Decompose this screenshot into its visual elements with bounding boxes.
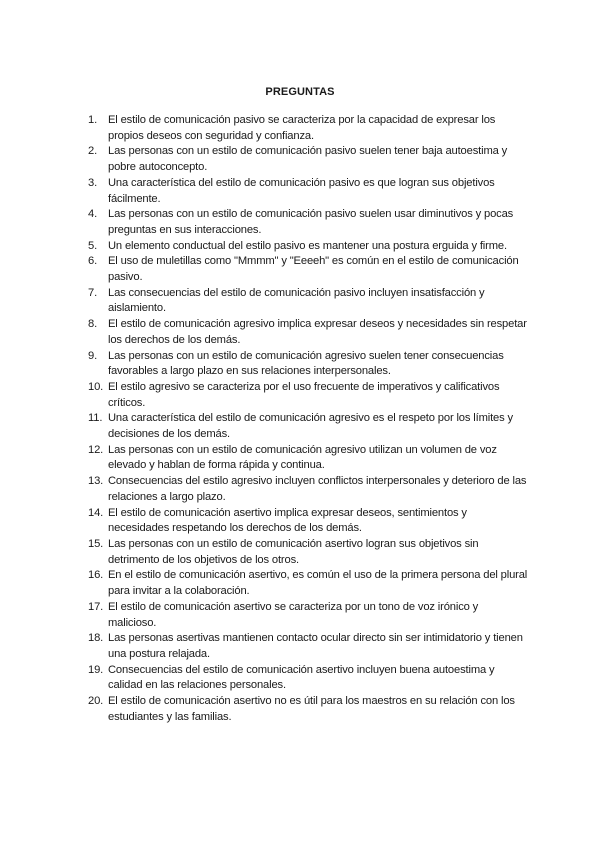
question-text: El estilo de comunicación asertivo implica expresar deseos, sentimientos y necesidades respetando los derechos de los demás. xyxy=(108,506,467,535)
question-number: 17. xyxy=(88,600,104,613)
question-item xyxy=(88,694,528,725)
question-list xyxy=(88,113,528,725)
question-item xyxy=(88,631,528,662)
question-text: Las personas con un estilo de comunicación pasivo suelen tener baja autoestima y pobre autoconcepto. xyxy=(108,145,508,174)
question-text: Consecuencias del estilo agresivo incluyen conflictos interpersonales y deterioro de las relaciones a largo plazo. xyxy=(108,475,527,503)
question-item xyxy=(88,113,528,144)
question-text: Las personas con un estilo de comunicación agresivo suelen tener consecuencias favorables a largo plazo en sus relaciones interpersonales. xyxy=(108,349,504,378)
question-item xyxy=(88,239,528,255)
question-item xyxy=(88,537,528,568)
question-number: 20. xyxy=(88,695,104,708)
question-text: Una característica del estilo de comunicación agresivo es el respeto por los límites y decisiones de los demás. xyxy=(108,412,513,441)
page-title: PREGUNTAS xyxy=(265,86,335,98)
question-item xyxy=(88,286,528,317)
question-item xyxy=(88,443,528,474)
question-item xyxy=(88,144,528,175)
question-text: Las consecuencias del estilo de comunicación pasivo incluyen insatisfacción y aislamiento. xyxy=(108,286,485,315)
question-number: 15. xyxy=(88,537,104,550)
question-number: 7. xyxy=(88,286,98,299)
question-text: El estilo de comunicación asertivo no es útil para los maestros en su relación con los estudiantes y las familias. xyxy=(108,695,515,723)
question-number: 5. xyxy=(88,239,98,252)
question-item xyxy=(88,317,528,348)
question-text: Las personas con un estilo de comunicación asertivo logran sus objetivos sin detrimento de los objetivos de los otros. xyxy=(108,537,479,566)
question-text: El estilo de comunicación asertivo se caracteriza por un tono de voz irónico y malicioso. xyxy=(108,600,479,629)
question-number: 3. xyxy=(88,176,98,189)
question-text: Un elemento conductual del estilo pasivo es mantener una postura erguida y firme. xyxy=(108,239,507,252)
question-number: 16. xyxy=(88,569,104,582)
question-number: 4. xyxy=(88,208,98,221)
question-number: 13. xyxy=(88,475,104,488)
question-item xyxy=(88,600,528,631)
question-number: 12. xyxy=(88,443,104,456)
question-text: Las personas con un estilo de comunicación pasivo suelen usar diminutivos y pocas preguntas en sus interacciones. xyxy=(108,208,514,236)
question-number: 11. xyxy=(88,412,103,425)
question-item xyxy=(88,380,528,411)
question-text: El uso de muletillas como "Mmmm" y "Eeeeh" es común en el estilo de comunicación pasivo. xyxy=(108,255,519,284)
question-item xyxy=(88,474,528,505)
question-number: 1. xyxy=(88,114,98,126)
question-text: Las personas con un estilo de comunicación agresivo utilizan un volumen de voz elevado y hablan de forma rápida y continua. xyxy=(108,443,497,472)
question-item xyxy=(88,411,528,442)
question-item xyxy=(88,568,528,599)
question-text: Una característica del estilo de comunicación pasivo es que logran sus objetivos fácilmente. xyxy=(108,176,495,205)
question-text: Consecuencias del estilo de comunicación asertivo incluyen buena autoestima y calidad en las relaciones personales. xyxy=(108,663,495,692)
question-item xyxy=(88,663,528,694)
question-text: El estilo agresivo se caracteriza por el uso frecuente de imperativos y calificativos críticos. xyxy=(108,380,500,409)
question-number: 6. xyxy=(88,255,98,268)
question-number: 9. xyxy=(88,349,98,362)
question-text: En el estilo de comunicación asertivo, es común el uso de la primera persona del plural para invitar a la colaboración. xyxy=(108,569,528,598)
question-text: El estilo de comunicación pasivo se caracteriza por la capacidad de expresar los propios deseos con seguridad y confianza. xyxy=(108,114,496,142)
question-item xyxy=(88,207,528,238)
question-item xyxy=(88,176,528,207)
question-text: El estilo de comunicación agresivo implica expresar deseos y necesidades sin respetar los derechos de los demás. xyxy=(108,318,527,346)
question-number: 10. xyxy=(88,380,104,393)
question-number: 18. xyxy=(88,632,104,645)
question-number: 19. xyxy=(88,663,104,676)
question-number: 2. xyxy=(88,145,98,158)
question-item xyxy=(88,254,528,285)
question-text: Las personas asertivas mantienen contacto ocular directo sin ser intimidatorio y tienen una postura relajada. xyxy=(108,632,523,660)
question-number: 8. xyxy=(88,318,98,331)
question-item xyxy=(88,506,528,537)
question-item xyxy=(88,349,528,380)
question-number: 14. xyxy=(88,506,104,519)
